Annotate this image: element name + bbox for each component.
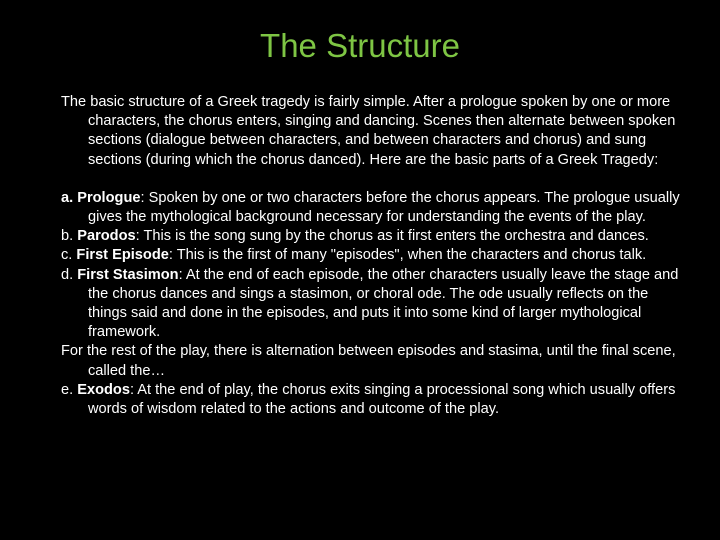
item-term: First Stasimon xyxy=(77,266,179,283)
slide-body xyxy=(61,93,681,419)
list-item-parodos xyxy=(61,227,681,246)
item-marker: b. xyxy=(61,228,74,245)
item-marker: a. xyxy=(61,189,74,206)
item-text: : At the end of play, the chorus exits singing a processional song which usually offers words of wisdom related to the actions and outcome of the play. xyxy=(88,381,676,418)
item-text: : At the end of each episode, the other characters usually leave the stage and the chorus dances and sings a stasimon, or choral ode. The ode usually reflects on the things said and done in the episodes, and puts it into some kind of larger mythological framework. xyxy=(88,266,679,341)
slide-title: The Structure xyxy=(260,27,460,64)
list-item-prologue xyxy=(61,189,681,227)
item-text: : Spoken by one or two characters before the chorus appears. The prologue usually gives the mythological background necessary for understanding the events of the play. xyxy=(88,189,680,226)
item-term: Exodos xyxy=(77,381,130,398)
item-marker: c. xyxy=(61,247,73,264)
list-item-first-stasimon xyxy=(61,266,681,343)
item-marker: d. xyxy=(61,266,74,283)
list-item-exodos xyxy=(61,381,681,419)
item-term: Parodos xyxy=(77,228,136,245)
intro-paragraph: The basic structure of a Greek tragedy is fairly simple. After a prologue spoken by one or more characters, the chorus enters, singing and dancing. Scenes then alternate between spoken sections (dialogue between characters, and between characters and chorus) and sung sections (during which the chorus danced). Here are the basic parts of a Greek Tragedy: xyxy=(61,94,676,168)
list-item-first-episode xyxy=(61,246,681,265)
item-term: First Episode xyxy=(76,247,169,264)
item-text: : This is the song sung by the chorus as it first enters the orchestra and dances. xyxy=(135,228,649,245)
item-term: Prologue xyxy=(77,189,141,206)
item-text: : This is the first of many "episodes", when the characters and chorus talk. xyxy=(168,247,647,264)
transition-paragraph: For the rest of the play, there is alternation between episodes and stasima, until the final scene, called the… xyxy=(61,343,676,379)
item-marker: e. xyxy=(61,381,74,398)
